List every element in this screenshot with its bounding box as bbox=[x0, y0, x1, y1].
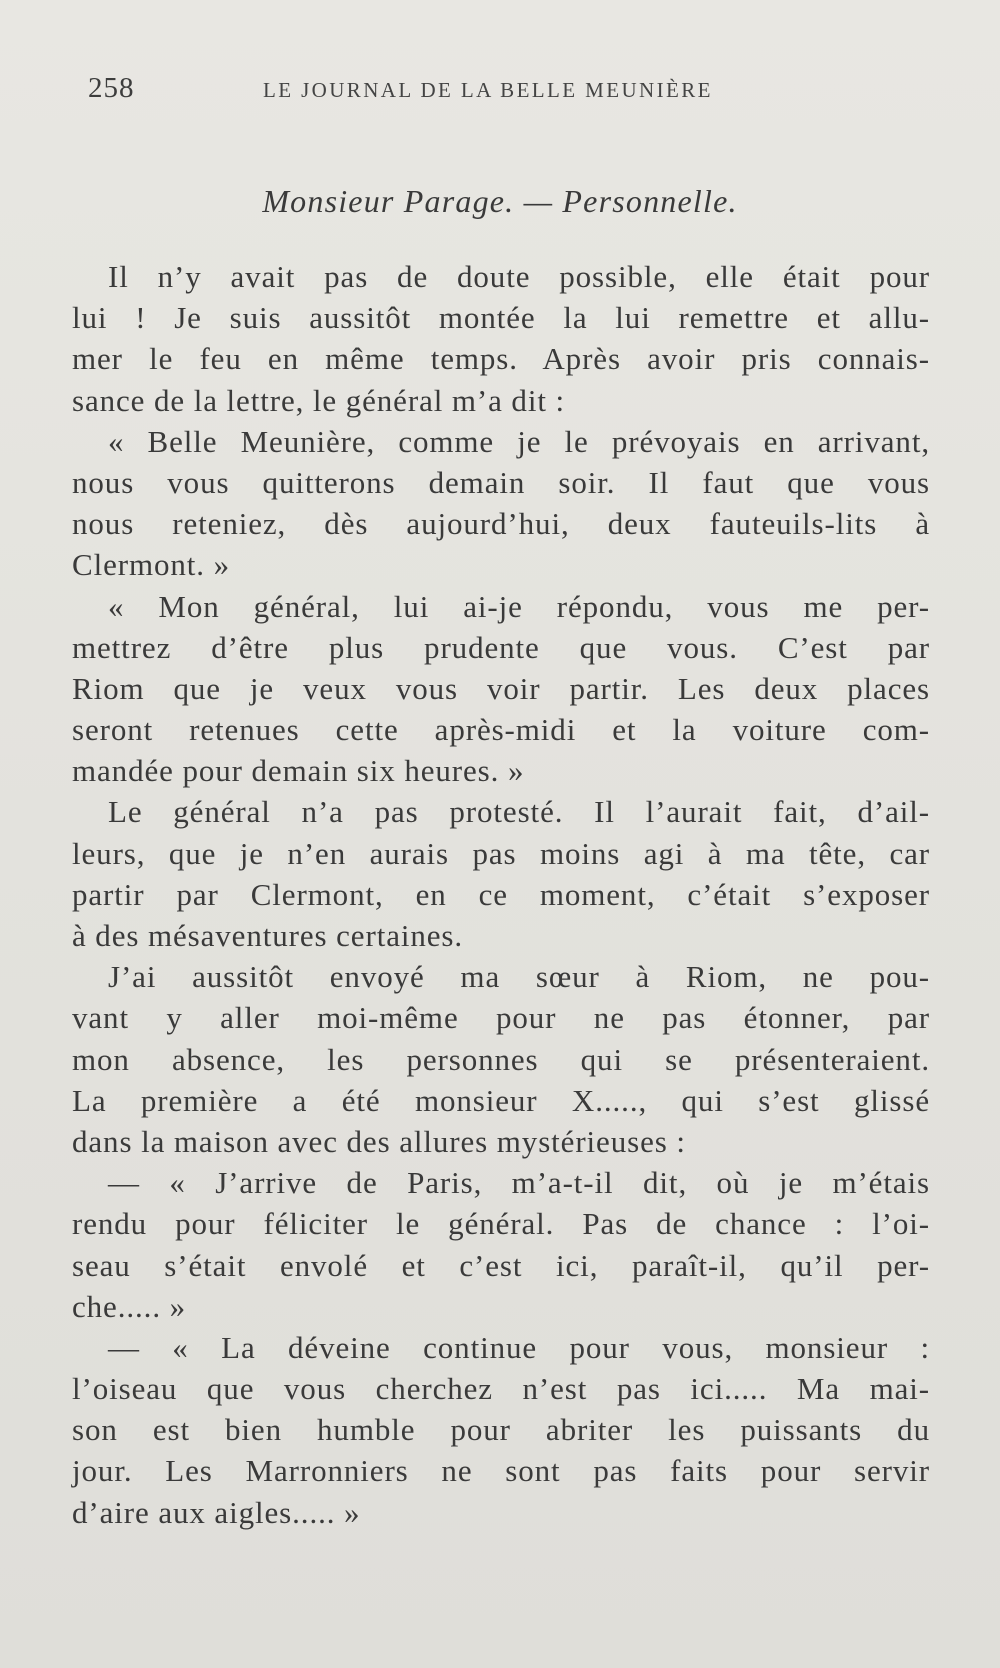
letter-heading: Monsieur Parage. — Personnelle. bbox=[262, 183, 738, 219]
text-line: dans la maison avec des allures mystérieuses : bbox=[72, 1123, 686, 1159]
text-line: J’ai aussitôt envoyé ma sœur à Riom, ne pou- bbox=[108, 959, 930, 995]
text-line: nous reteniez, dès aujourd’hui, deux fauteuils-lits à bbox=[72, 506, 930, 542]
text-line: leurs, que je n’en aurais pas moins agi à ma tête, car bbox=[72, 835, 930, 871]
text-line: Riom que je veux vous voir partir. Les deux places bbox=[72, 670, 930, 706]
text-line: sance de la lettre, le général m’a dit : bbox=[72, 382, 566, 418]
running-title: LE JOURNAL DE LA BELLE MEUNIÈRE bbox=[263, 78, 713, 102]
text-line: rendu pour féliciter le général. Pas de chance : l’oi- bbox=[72, 1206, 930, 1242]
text-line: che..... » bbox=[72, 1288, 187, 1324]
text-line: vant y aller moi-même pour ne pas étonner, par bbox=[72, 1000, 930, 1036]
text-line: son est bien humble pour abriter les puissants du bbox=[72, 1412, 930, 1448]
text-line: mandée pour demain six heures. » bbox=[72, 753, 525, 789]
body-text bbox=[72, 256, 930, 1533]
text-line: mer le feu en même temps. Après avoir pris connais- bbox=[72, 341, 930, 377]
text-line: « Mon général, lui ai-je répondu, vous me per- bbox=[108, 588, 930, 624]
text-line: seront retenues cette après-midi et la voiture com- bbox=[72, 712, 930, 748]
running-header bbox=[88, 72, 928, 112]
text-line: La première a été monsieur X....., qui s’est glissé bbox=[72, 1082, 930, 1118]
page-number: 258 bbox=[88, 72, 135, 104]
text-line: jour. Les Marronniers ne sont pas faits pour servir bbox=[72, 1453, 930, 1489]
text-line: Le général n’a pas protesté. Il l’aurait fait, d’ail- bbox=[108, 794, 930, 830]
text-line: Il n’y avait pas de doute possible, elle était pour bbox=[108, 259, 930, 294]
text-line: partir par Clermont, en ce moment, c’était s’exposer bbox=[72, 876, 930, 912]
text-line: « Belle Meunière, comme je le prévoyais en arrivant, bbox=[108, 423, 930, 459]
text-line: — « La déveine continue pour vous, monsieur : bbox=[108, 1329, 930, 1365]
text-line: lui ! Je suis aussitôt montée la lui remettre et allu- bbox=[72, 300, 930, 336]
text-line: mon absence, les personnes qui se présenteraient. bbox=[72, 1041, 930, 1077]
text-line: à des mésaventures certaines. bbox=[72, 918, 464, 953]
text-line: mettrez d’être plus prudente que vous. C’est par bbox=[72, 629, 930, 665]
text-line: Clermont. » bbox=[72, 547, 230, 583]
text-line: — « J’arrive de Paris, m’a-t-il dit, où je m’étais bbox=[108, 1165, 930, 1201]
text-line: nous vous quitterons demain soir. Il faut que vous bbox=[72, 464, 930, 500]
text-line: d’aire aux aigles..... » bbox=[72, 1494, 361, 1530]
text-line: seau s’était envolé et c’est ici, paraît-il, qu’il per- bbox=[72, 1247, 930, 1283]
text-line: l’oiseau que vous cherchez n’est pas ici..... Ma mai- bbox=[72, 1371, 930, 1407]
